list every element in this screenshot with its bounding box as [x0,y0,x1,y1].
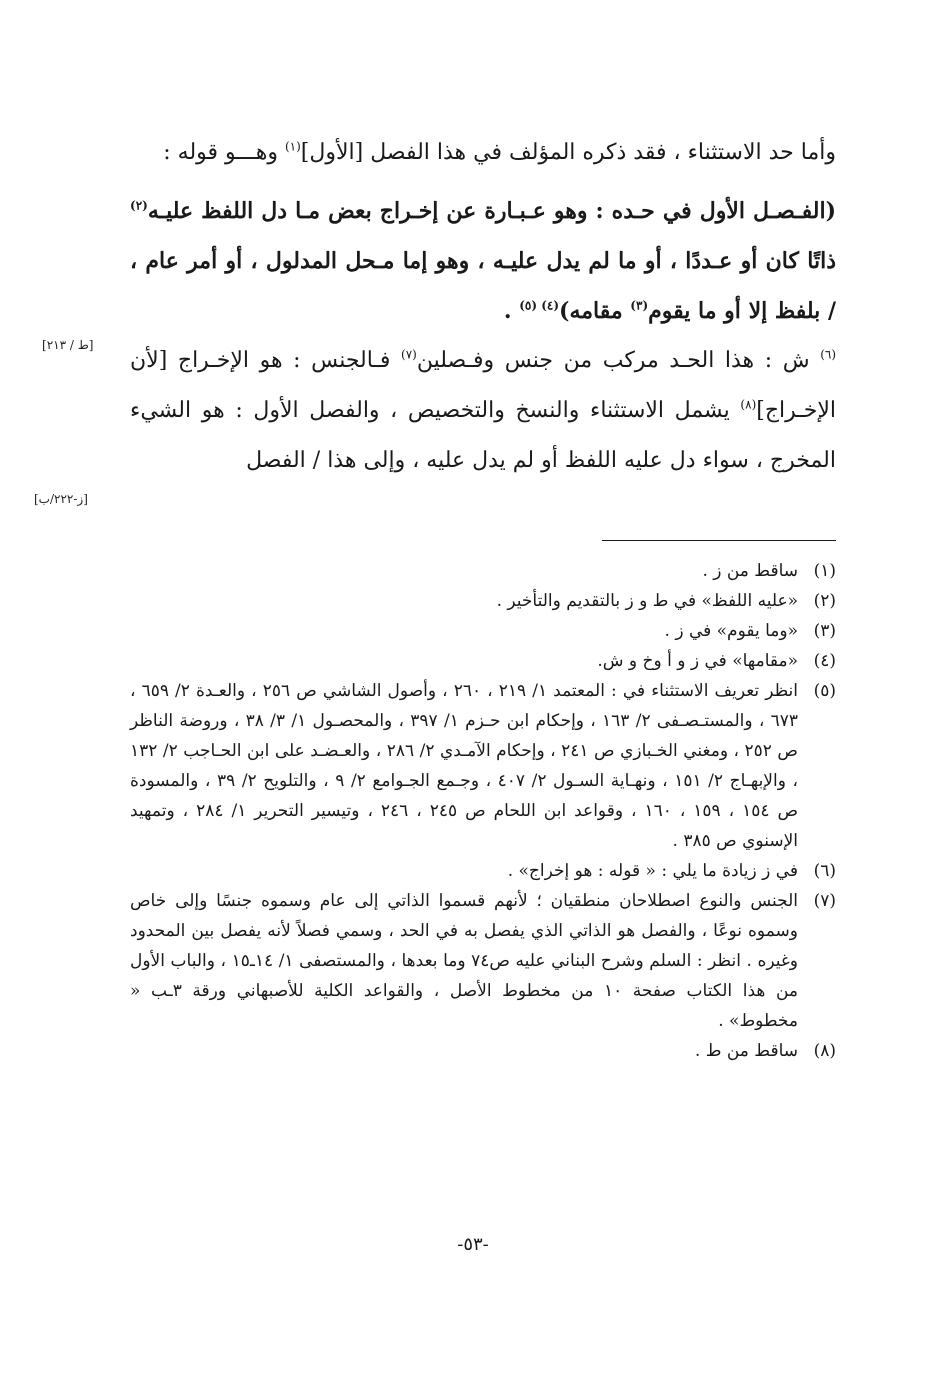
footnote-number: (٣) [813,621,836,641]
margin-reference: [ط / ٢١٣] [42,338,94,352]
footnote-ref: (٧) [401,347,417,362]
para2-text-b: ذاتًا كان أو عـددًا ، أو ما لم يدل عليـه ، وهو إما مـحل المدلول ، أو أمر عام ، / بلفظ إلا أو ما يقوم [130,248,836,324]
footnote [130,886,836,1036]
footnote-text: «وما يقوم» في ز . [664,621,798,641]
footnote-text: «عليه اللفظ» في ط و ز بالتقديم والتأخير . [496,591,798,611]
footnote-number: (٢) [813,591,836,611]
footnote [130,556,836,586]
footnote-number: (٦) [813,861,836,881]
para3-text-a: ش : هذا الحـد مركب من جنس وفـصلين [416,348,821,373]
footnotes [130,556,836,1066]
footnote-number: (٨) [813,1041,836,1061]
footnote-text: انظر تعريف الاستثناء في : المعتمد ١/ ٢١٩ ، ٢٦٠ ، وأصول الشاشي ص ٢٥٦ ، والعـدة ٢/ ٦٥٩ ، ٦٧٣ ، والمستـصـفى ٢/ ١٦٣ ، وإحكام ابن حـزم ١/ ٣٩٧ ، والمحصـول ١/ ٣/ ٣٨ ، وروضة الناظر ص ٢٥٢ ، ومغني الخـبازي ص ٢٤١ ، وإحكام الآمـدي ٢/ ٢٨٦ ، والعـضـد على ابن الحـاجب ٢/ ١٣٢ ، والإبهـاج ٢/ ١٥١ ، ونهـاية السـول ٢/ ٤٠٧ ، وجـمع الجـوامع ٢/ ٩ ، والتلويح ٢/ ٣٩ ، والمسودة ص ١٥٤ ، ١٥٩ ، ١٦٠ ، وقواعد ابن اللحام ص ٢٤٥ ، ٢٤٦ ، وتيسير التحرير ١/ ٢٨٤ ، وتمهيد الإسنوي ص ٣٨٥ . [130,681,799,851]
footnote-text: ساقط من ز . [702,561,798,581]
para2-text-d: . [503,298,520,324]
paragraph-2-definition [130,186,836,336]
footnote [130,856,836,886]
para3-text-b: فـالجنس : هو الإخـراج [لأن الإخـراج] [130,348,836,423]
footnote [130,616,836,646]
footnote-ref: (٤) (٥) [519,298,560,313]
para3-text-c: يشمل الاستثناء والنسخ والتخصيص ، والفصل الأول : هو الشيء المخرج ، سواء دل عليه اللفظ أو لم يدل عليه ، وإلى هذا / الفصل [130,398,836,473]
footnote-number: (١) [813,561,836,581]
footnote-ref: (٣) [630,298,649,313]
footnote-ref: (٦) [820,347,837,362]
page-number: -٥٣- [457,1234,489,1255]
footnote [130,586,836,616]
paragraph-3 [130,336,836,486]
footnote-text: ساقط من ط . [694,1041,798,1061]
footnote-text: في ز زيادة ما يلي : « قوله : هو إخراج» . [507,861,798,881]
footnote-number: (٤) [813,651,836,671]
para2-text-a: (الفـصـل الأول في حـده : وهو عـبـارة عن إخـراج بعض مـا دل اللفظ عليـه [147,198,836,224]
main-text [130,128,836,486]
footnote-number: (٧) [813,891,836,911]
para2-text-c: مقامه) [559,298,631,324]
footnote-separator [602,540,836,541]
para1-text-b: وهـــو قوله : [163,140,285,165]
para1-text-a: وأما حد الاستثناء ، فقد ذكره المؤلف في هذا الفصل [الأول] [300,140,836,165]
footnote-ref: (١) [284,139,301,154]
footnote [130,1036,836,1066]
footnote [130,676,836,856]
footnote [130,646,836,676]
paragraph-1 [130,128,836,178]
footnote-ref: (٨) [740,397,757,412]
footnote-text: «مقامها» في ز و أ وخ و ش. [597,651,798,671]
footnote-ref: (٢) [130,198,148,213]
footnote-number: (٥) [813,681,836,701]
footnote-text: الجنس والنوع اصطلاحان منطقيان ؛ لأنهم قسموا الذاتي إلى عام وسموه جنسًا وإلى خاص وسموه نوعًا ، والفصل هو الذاتي الذي يفصل به في الحد ، وسمي فصلاً لأنه يفصل بين المحدود وغيره . انظر : السلم وشرح البناني عليه ص٧٤ وما بعدها ، والمستصفى ١/ ١٤ـ١٥ ، والباب الأول من هذا الكتاب صفحة ١٠ من مخطوط الأصل ، والقواعد الكلية للأصبهاني ورقة ٣ـب « مخطوط» . [130,891,799,1031]
margin-reference: [ز-٢٢٢/ب] [34,492,88,506]
